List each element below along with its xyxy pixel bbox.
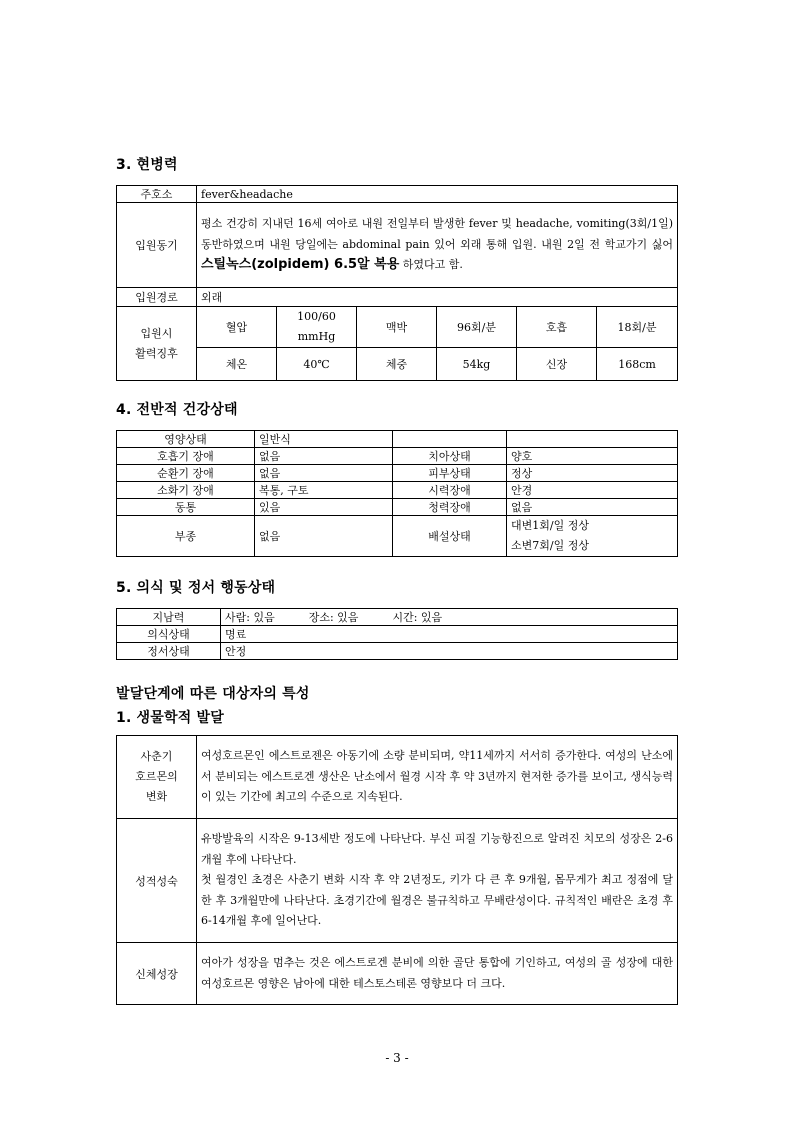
cell-label: 순환기 장애 <box>117 465 255 482</box>
section-5-title: 5. 의식 및 정서 행동상태 <box>116 580 276 596</box>
cell-label: 피부상태 <box>393 465 507 482</box>
vital-signs-label: 입원시 활력징후 <box>117 307 197 381</box>
cell-value: 없음 <box>255 448 393 465</box>
weight-value: 54kg <box>437 348 517 381</box>
biological-development-table <box>116 735 678 1005</box>
temp-label: 체온 <box>197 348 277 381</box>
chief-complaint-label: 주호소 <box>117 186 197 203</box>
section-3-title: 3. 현병력 <box>116 157 178 173</box>
cell-value: 복통, 구토 <box>255 482 393 499</box>
table-row <box>117 516 678 557</box>
table-row <box>117 819 678 943</box>
orientation-place: 장소: 있음 <box>308 611 359 624</box>
cell-value <box>507 431 678 448</box>
consciousness-value: 명료 <box>221 626 678 643</box>
height-value: 168cm <box>597 348 678 381</box>
cell-label: 동통 <box>117 499 255 516</box>
admission-route-label: 입원경로 <box>117 288 197 307</box>
cell-label: 소화기 장애 <box>117 482 255 499</box>
physical-growth-text: 여아가 성장을 멈추는 것은 에스트로겐 분비에 의한 골단 통합에 기인하고, 여성의 골 성장에 대한 여성호르몬 영향은 남아에 대한 테스토스테론 영향보다 더 크다. <box>197 943 678 1005</box>
admission-reason-label: 입원동기 <box>117 203 197 288</box>
edema-value: 없음 <box>255 516 393 557</box>
resp-label: 호흡 <box>517 307 597 348</box>
emotion-value: 안정 <box>221 643 678 660</box>
physical-growth-label: 신체성장 <box>117 943 197 1005</box>
cell-value: 있음 <box>255 499 393 516</box>
admission-reason-text <box>197 203 678 288</box>
resp-value: 18회/분 <box>597 307 678 348</box>
height-label: 신장 <box>517 348 597 381</box>
orientation-person: 사람: 있음 <box>225 611 275 624</box>
cell-label: 영양상태 <box>117 431 255 448</box>
cell-value: 없음 <box>255 465 393 482</box>
present-illness-table <box>116 185 678 381</box>
orientation-value <box>221 609 678 626</box>
cell-value: 일반식 <box>255 431 393 448</box>
bp-label: 혈압 <box>197 307 277 348</box>
excretion-label: 배설상태 <box>393 516 507 557</box>
cell-label: 치아상태 <box>393 448 507 465</box>
puberty-hormone-label: 사춘기 호르몬의 변화 <box>117 736 197 819</box>
weight-label: 체중 <box>357 348 437 381</box>
cell-value: 없음 <box>507 499 678 516</box>
cell-label: 시력장애 <box>393 482 507 499</box>
cell-label: 청력장애 <box>393 499 507 516</box>
table-row <box>117 626 678 643</box>
admission-route-value: 외래 <box>197 288 678 307</box>
bp-value: 100/60 mmHg <box>277 307 357 348</box>
temp-value: 40℃ <box>277 348 357 381</box>
consciousness-table <box>116 608 678 660</box>
consciousness-label: 의식상태 <box>117 626 221 643</box>
cell-value: 정상 <box>507 465 678 482</box>
emotion-label: 정서상태 <box>117 643 221 660</box>
table-row <box>117 465 678 482</box>
table-row <box>117 448 678 465</box>
table-row <box>117 643 678 660</box>
sexual-maturation-label: 성적성숙 <box>117 819 197 943</box>
cell-value: 양호 <box>507 448 678 465</box>
pulse-label: 맥박 <box>357 307 437 348</box>
edema-label: 부종 <box>117 516 255 557</box>
page-number: - 3 - <box>385 1051 409 1065</box>
orientation-time: 시간: 있음 <box>392 611 443 624</box>
puberty-hormone-text: 여성호르몬인 에스트로젠은 아동기에 소량 분비되며, 약11세까지 서서히 증가한다. 여성의 난소에서 분비되는 에스트로겐 생산은 난소에서 월경 시작 후 약 3년까지 현저한 증가를 보이고, 생식능력이 있는 기간에 최고의 수준으로 지속된다. <box>197 736 678 819</box>
development-subtitle: 1. 생물학적 발달 <box>116 710 224 726</box>
chief-complaint-value: fever&headache <box>197 186 678 203</box>
cell-label <box>393 431 507 448</box>
development-title: 발달단계에 따른 대상자의 특성 <box>116 686 310 702</box>
orientation-label: 지남력 <box>117 609 221 626</box>
admission-reason-highlight: 스틸녹스(zolpidem) 6.5알 복용 <box>201 257 400 273</box>
pulse-value: 96회/분 <box>437 307 517 348</box>
table-row <box>117 431 678 448</box>
table-row <box>117 943 678 1005</box>
table-row <box>117 482 678 499</box>
cell-label: 호흡기 장애 <box>117 448 255 465</box>
excretion-value: 대변1회/일 정상 소변7회/일 정상 <box>507 516 678 557</box>
sexual-maturation-text: 유방발육의 시작은 9-13세반 정도에 나타난다. 부신 피질 기능항진으로 알려진 치모의 성장은 2-6개월 후에 나타난다. 첫 월경인 초경은 사춘기 변화 시작 후 약 2년정도, 키가 다 큰 후 9개월, 몸무게가 최고 정점에 달한 후 3개월만에 나타난다. 초경기간에 월경은 불규칙하고 무배란성이다. 규칙적인 배란은 초경 후 6-14개월 후에 일어난다. <box>197 819 678 943</box>
section-4-title: 4. 전반적 건강상태 <box>116 402 238 418</box>
table-row <box>117 499 678 516</box>
cell-value: 안경 <box>507 482 678 499</box>
admission-reason-part-a: 평소 건강히 지내던 16세 여아로 내원 전일부터 발생한 fever 및 headache, vomiting(3회/1일) 동반하였으며 내원 당일에는 abdominal pain 있어 외래 통해 입원. 내원 2일 전 학교가기 싫어 <box>201 217 673 251</box>
health-status-table <box>116 430 678 557</box>
table-row <box>117 736 678 819</box>
admission-reason-part-c: 하였다고 함. <box>402 258 463 272</box>
table-row <box>117 609 678 626</box>
